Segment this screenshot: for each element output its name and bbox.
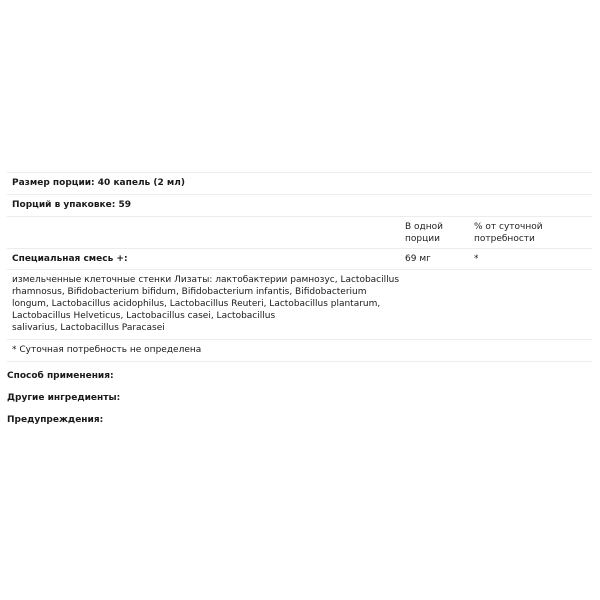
header-line: порции: [405, 234, 440, 244]
blend-daily-value: *: [474, 254, 479, 264]
footnote: * Суточная потребность не определена: [12, 345, 202, 355]
daily-value-header: [474, 221, 543, 245]
ingredients-line: longum, Lactobacillus acidophilus, Lactobacillus Reuteri, Lactobacillus plantarum,: [12, 299, 381, 309]
info-sections: [7, 370, 120, 436]
header-line: % от суточной: [474, 222, 543, 232]
ingredients-line: Lactobacillus Helveticus, Lactobacillus casei, Lactobacillus: [12, 311, 276, 321]
supplement-facts-table: [7, 172, 592, 362]
blend-ingredients: [7, 270, 592, 340]
ingredients-line: измельченные клеточные стенки Лизаты: лактобактерии рамнозус, Lactobacillus: [12, 275, 400, 285]
footnote-row: [7, 340, 592, 362]
ingredients-line: rhamnosus, Bifidobacterium bifidum, Bifidobacterium infantis, Bifidobacterium: [12, 287, 367, 297]
serving-size-row: [7, 173, 592, 195]
warnings-heading: Предупреждения:: [7, 415, 104, 425]
servings-per-container-row: [7, 195, 592, 217]
blend-row: [7, 249, 592, 270]
header-line: потребности: [474, 234, 535, 244]
other-ingredients-heading: Другие ингредиенты:: [7, 393, 121, 403]
amount-per-serving-header: [405, 221, 443, 245]
serving-size: Размер порции: 40 капель (2 мл): [12, 178, 185, 188]
ingredients-line: salivarius, Lactobacillus Paracasei: [12, 323, 165, 333]
servings-per-container: Порций в упаковке: 59: [12, 200, 132, 210]
directions-heading: Способ применения:: [7, 371, 114, 381]
blend-name: Специальная смесь +:: [12, 254, 128, 264]
header-line: В одной: [405, 222, 444, 232]
table-header-row: [7, 217, 592, 249]
blend-amount: 69 мг: [405, 254, 431, 264]
